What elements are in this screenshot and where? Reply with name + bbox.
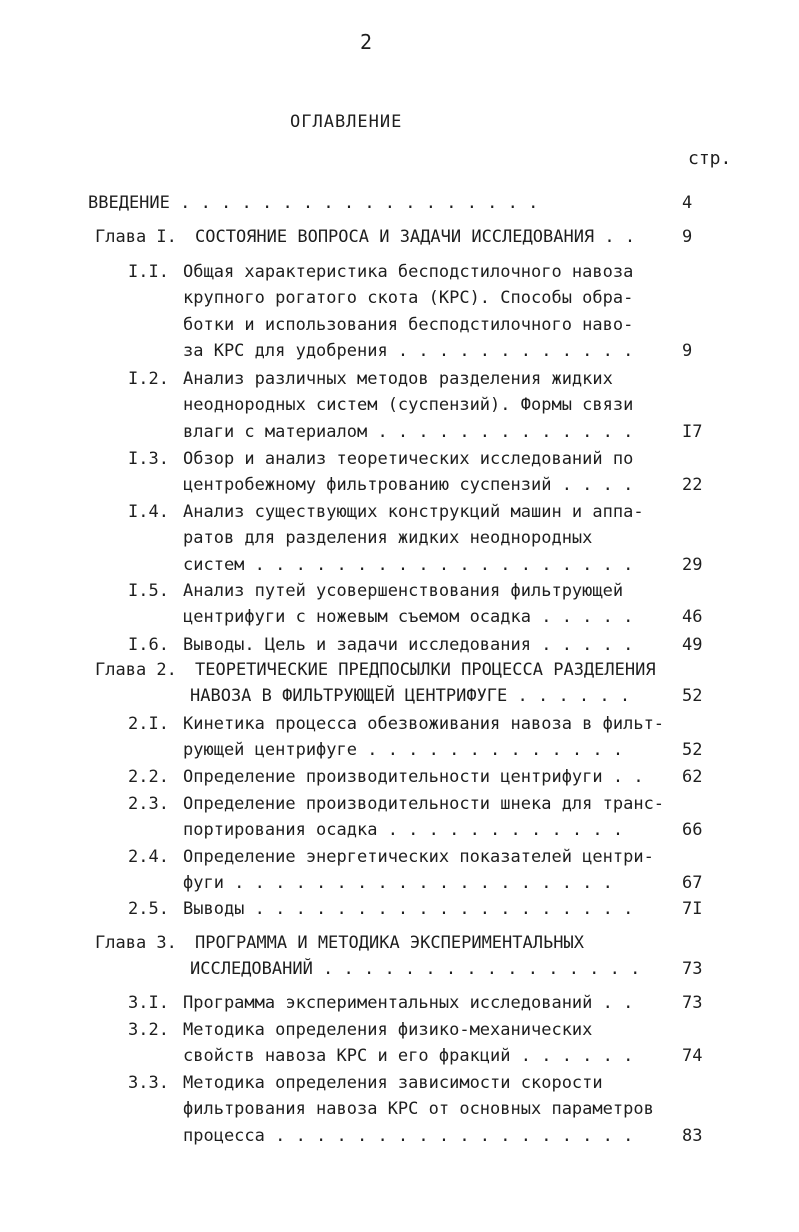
- toc-entry-line: Анализ путей усовершенствования фильтрующей: [183, 581, 624, 601]
- toc-entry-page: 9: [682, 227, 693, 247]
- toc-entry-line: портирования осадка . . . . . . . . . . . .: [183, 820, 624, 841]
- toc-entry-number: 3.2.: [128, 1020, 169, 1040]
- toc-entry-number: I.3.: [128, 449, 169, 469]
- toc-entry-page: 67: [682, 873, 703, 894]
- toc-entry-line: Выводы. Цель и задачи исследования . . . . .: [183, 635, 634, 655]
- toc-entry-number: I.6.: [128, 635, 169, 655]
- toc-entry-line: ПРОГРАММА И МЕТОДИКА ЭКСПЕРИМЕНТАЛЬНЫХ: [195, 933, 584, 953]
- toc-entry-page: 9: [682, 340, 693, 361]
- toc-entry-number: Глава 3.: [95, 933, 177, 953]
- toc-entry-page: 73: [682, 959, 703, 980]
- toc-entry-line: НАВОЗА В ФИЛЬТРУЮЩЕЙ ЦЕНТРИФУГЕ . . . . . .: [190, 686, 631, 707]
- toc-entry-line: Общая характеристика бесподстилочного навоза: [183, 262, 634, 282]
- toc-title: ОГЛАВЛЕНИЕ: [290, 112, 403, 132]
- toc-entry-line: Кинетика процесса обезвоживания навоза в фильт-: [183, 714, 665, 734]
- toc-entry-line: фуги . . . . . . . . . . . . . . . . . . .: [183, 873, 613, 894]
- toc-entry-page: 7I: [682, 899, 703, 919]
- toc-entry-line: центробежному фильтрованию суспензий . . . .: [183, 475, 634, 496]
- toc-entry-number: I.5.: [128, 581, 169, 601]
- toc-entry-page: I7: [682, 421, 703, 442]
- toc-entry-line: Методика определения зависимости скорости: [183, 1073, 603, 1093]
- toc-entry-line: ТЕОРЕТИЧЕСКИЕ ПРЕДПОСЫЛКИ ПРОЦЕССА РАЗДЕЛЕНИЯ: [195, 660, 656, 680]
- toc-entry-number: 2.5.: [128, 899, 169, 919]
- toc-entry-page: 22: [682, 475, 703, 496]
- toc-entry-line: СОСТОЯНИЕ ВОПРОСА И ЗАДАЧИ ИССЛЕДОВАНИЯ . .: [195, 227, 636, 247]
- toc-entry-page: 83: [682, 1125, 703, 1146]
- toc-entry-number: 3.I.: [128, 993, 169, 1013]
- toc-entry-line: Анализ существующих конструкций машин и аппа-: [183, 502, 644, 522]
- toc-entry-number: 2.I.: [128, 714, 169, 734]
- toc-entry-page: 52: [682, 740, 703, 761]
- toc-entry-page: 66: [682, 820, 703, 841]
- toc-entry-line: свойств навоза КРС и его фракций . . . . . .: [183, 1046, 634, 1067]
- toc-entry-page: 49: [682, 635, 703, 655]
- toc-entry-line: Методика определения физико-механических: [183, 1020, 593, 1040]
- toc-entry-number: Глава 2.: [95, 660, 177, 680]
- toc-entry-page: 52: [682, 686, 703, 707]
- toc-entry-line: ботки и использования бесподстилочного наво-: [183, 314, 634, 335]
- toc-entry-line: влаги с материалом . . . . . . . . . . . . .: [183, 421, 634, 442]
- toc-entry-number: 3.3.: [128, 1073, 169, 1093]
- toc-entry-line: ИССЛЕДОВАНИЙ . . . . . . . . . . . . . . . .: [190, 959, 641, 980]
- toc-entry-number: I.2.: [128, 369, 169, 389]
- toc-entry-number: I.4.: [128, 502, 169, 522]
- toc-entry-line: фильтрования навоза КРС от основных параметров: [183, 1099, 654, 1120]
- toc-entry-page: 62: [682, 767, 703, 787]
- toc-entry-page: 29: [682, 554, 703, 575]
- toc-entry-line: крупного рогатого скота (КРС). Способы обра-: [183, 288, 634, 309]
- toc-entry-line: Определение производительности центрифуги . .: [183, 767, 644, 787]
- toc-entry-line: за КРС для удобрения . . . . . . . . . . . .: [183, 340, 634, 361]
- toc-entry-number: I.I.: [128, 262, 169, 282]
- toc-entry-line: ратов для разделения жидких неоднородных: [183, 528, 593, 549]
- toc-entry-line: систем . . . . . . . . . . . . . . . . . . .: [183, 554, 634, 575]
- toc-entry-line: процесса . . . . . . . . . . . . . . . . . .: [183, 1125, 634, 1146]
- toc-entry-line: Программа экспериментальных исследований . .: [183, 993, 634, 1013]
- toc-entry-line: Определение производительности шнека для транс-: [183, 794, 665, 814]
- toc-entry-line: Обзор и анализ теоретических исследований по: [183, 449, 634, 469]
- toc-entry-number: 2.3.: [128, 794, 169, 814]
- page-column-label: стр.: [688, 148, 732, 169]
- toc-entry-line: Определение энергетических показателей центри-: [183, 847, 654, 867]
- toc-entry-page: 4: [682, 193, 693, 213]
- toc-entry-number: 2.4.: [128, 847, 169, 867]
- toc-entry-line: Выводы . . . . . . . . . . . . . . . . . . .: [183, 899, 634, 919]
- page-number: 2: [360, 30, 373, 54]
- toc-entry-page: 46: [682, 607, 703, 628]
- toc-entry-line: ВВЕДЕНИЕ . . . . . . . . . . . . . . . . . .: [88, 193, 539, 213]
- toc-entry-line: неоднородных систем (суспензий). Формы связи: [183, 395, 634, 416]
- toc-entry-line: центрифуги с ножевым съемом осадка . . . . .: [183, 607, 634, 628]
- toc-entry-line: Анализ различных методов разделения жидких: [183, 369, 613, 389]
- toc-entry-line: рующей центрифуге . . . . . . . . . . . . .: [183, 740, 624, 761]
- toc-entry-page: 73: [682, 993, 703, 1013]
- toc-entry-number: 2.2.: [128, 767, 169, 787]
- toc-entry-page: 74: [682, 1046, 703, 1067]
- toc-entry-number: Глава I.: [95, 227, 177, 247]
